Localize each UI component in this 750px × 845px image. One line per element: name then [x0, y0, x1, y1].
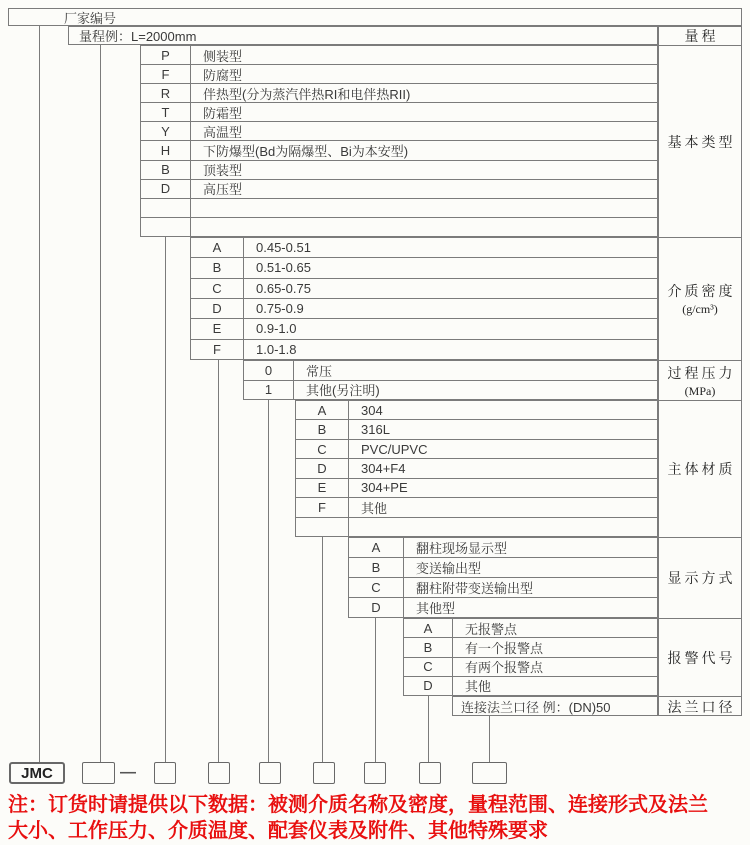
option-code: 1	[244, 381, 294, 400]
option-desc: 316L	[361, 422, 390, 438]
medium-density-row	[191, 340, 657, 359]
connector-line	[428, 695, 429, 763]
connector-line	[489, 715, 490, 763]
category-column	[658, 26, 742, 716]
body-material-row	[296, 401, 657, 420]
model-code-box-2	[154, 762, 176, 784]
alarm-code-row	[404, 638, 657, 657]
option-code: P	[141, 46, 191, 64]
category-label: 法兰口径	[667, 701, 736, 716]
basic-type-row	[141, 103, 657, 122]
alarm-code-row	[404, 658, 657, 677]
model-prefix-label: JMC	[21, 764, 53, 782]
block-alarm-code	[403, 618, 658, 696]
range-example-label: 量程例：L=2000mm	[79, 29, 197, 44]
category-label: 基本类型	[667, 135, 736, 151]
option-desc: PVC/UPVC	[361, 441, 428, 457]
option-desc	[191, 218, 657, 236]
option-code: Y	[141, 122, 191, 140]
option-code: D	[141, 180, 191, 198]
option-code: E	[191, 319, 244, 338]
body-material-row	[296, 518, 657, 536]
model-code-box-3	[208, 762, 230, 784]
basic-type-row	[141, 65, 657, 84]
range-row	[68, 26, 658, 45]
block-process-pressure	[243, 360, 658, 400]
option-code: B	[296, 420, 349, 438]
option-code: C	[191, 279, 244, 298]
option-code: A	[404, 619, 453, 637]
category-cell-7	[659, 697, 741, 716]
medium-density-row	[191, 238, 657, 258]
option-code: D	[296, 459, 349, 477]
option-desc: 0.65-0.75	[256, 280, 311, 296]
option-code: B	[404, 638, 453, 656]
option-desc: 无报警点	[465, 621, 518, 637]
option-code: B	[191, 258, 244, 277]
process-pressure-row	[244, 361, 657, 381]
option-code: F	[296, 498, 349, 516]
option-desc	[191, 199, 657, 217]
option-desc: 常压	[306, 363, 333, 379]
connector-line	[100, 44, 101, 763]
order-note-line1: 注：订货时请提供以下数据：被测介质名称及密度，量程范围、连接形式及法兰	[8, 794, 708, 816]
option-desc: 防霜型	[203, 105, 243, 121]
body-material-row	[296, 498, 657, 517]
option-desc: 其他型	[416, 601, 456, 616]
flange-size-label: 连接法兰口径 例：(DN)50	[461, 699, 611, 715]
option-code: B	[141, 161, 191, 179]
option-desc: 0.9-1.0	[256, 321, 297, 337]
medium-density-row	[191, 319, 657, 339]
display-mode-row	[349, 578, 657, 598]
option-code	[141, 218, 191, 236]
option-desc: 0.45-0.51	[256, 240, 311, 256]
option-code: A	[349, 538, 404, 557]
model-code-box-5	[313, 762, 335, 784]
option-code: C	[349, 578, 404, 597]
option-code: E	[296, 479, 349, 497]
option-desc: 下防爆型(Bd为隔爆型、Bi为本安型)	[203, 144, 409, 160]
category-label: 量程	[684, 30, 719, 45]
option-code: A	[191, 238, 244, 257]
category-unit: (MPa)	[684, 383, 716, 398]
category-label: 主体材质	[667, 463, 736, 478]
basic-type-row	[141, 122, 657, 141]
display-mode-row	[349, 558, 657, 578]
category-cell-2	[659, 238, 741, 361]
basic-type-row	[141, 141, 657, 160]
manufacturer-code-label: 厂家编号	[64, 10, 117, 26]
option-code: C	[296, 440, 349, 458]
option-code	[296, 518, 349, 536]
option-desc: 0.75-0.9	[256, 301, 304, 317]
option-desc: 304+PE	[361, 480, 408, 496]
medium-density-row	[191, 279, 657, 299]
category-label: 报警代号	[667, 651, 736, 667]
option-desc: 0.51-0.65	[256, 260, 311, 276]
option-desc: 有两个报警点	[465, 660, 544, 676]
connector-line	[375, 617, 376, 763]
option-desc: 高压型	[203, 182, 243, 198]
block-body-material	[295, 400, 658, 537]
display-mode-row	[349, 538, 657, 558]
category-cell-0	[659, 27, 741, 46]
alarm-code-row	[404, 677, 657, 695]
option-code: H	[141, 141, 191, 159]
option-desc: 有一个报警点	[465, 640, 544, 656]
option-desc: 顶装型	[203, 163, 243, 179]
option-code: T	[141, 103, 191, 121]
option-desc: 304+F4	[361, 460, 406, 476]
body-material-row	[296, 479, 657, 498]
block-display-mode	[348, 537, 658, 618]
option-desc: 翻柱附带变送输出型	[416, 581, 534, 596]
model-code-box-6	[364, 762, 386, 784]
connector-line	[268, 399, 269, 763]
display-mode-row	[349, 598, 657, 617]
basic-type-row	[141, 180, 657, 199]
separator-dash: —	[120, 764, 136, 781]
option-desc	[349, 518, 657, 536]
basic-type-row	[141, 46, 657, 65]
category-cell-4	[659, 401, 741, 538]
category-cell-5	[659, 538, 741, 619]
basic-type-row	[141, 199, 657, 218]
category-label: 介质密度	[667, 285, 736, 300]
category-cell-3	[659, 361, 741, 401]
order-note-line2: 大小、工作压力、介质温度、配套仪表及附件、其他特殊要求	[8, 820, 548, 842]
option-code: B	[349, 558, 404, 577]
process-pressure-row	[244, 381, 657, 400]
model-code-box-8	[472, 762, 507, 784]
option-desc: 高温型	[203, 124, 243, 140]
option-desc: 防腐型	[203, 67, 243, 83]
block-basic-type	[140, 45, 658, 237]
option-code: F	[191, 340, 244, 359]
option-desc: 其他	[465, 679, 492, 695]
manufacturer-code-row	[8, 8, 742, 26]
medium-density-row	[191, 258, 657, 278]
category-cell-6	[659, 619, 741, 697]
option-desc: 304	[361, 402, 383, 418]
medium-density-row	[191, 299, 657, 319]
connector-line	[322, 536, 323, 763]
option-code: D	[404, 677, 453, 695]
flange-size-row	[452, 696, 658, 716]
option-code: 0	[244, 361, 294, 380]
option-desc: 1.0-1.8	[256, 341, 297, 357]
model-code-box-4	[259, 762, 281, 784]
category-cell-1	[659, 46, 741, 238]
option-desc: 其他	[361, 500, 388, 516]
order-note	[8, 792, 708, 844]
option-desc: 翻柱现场显示型	[416, 541, 508, 556]
model-prefix-box	[9, 762, 65, 784]
option-code: C	[404, 658, 453, 676]
body-material-row	[296, 420, 657, 439]
body-material-row	[296, 459, 657, 478]
option-code: D	[191, 299, 244, 318]
option-code: R	[141, 84, 191, 102]
block-medium-density	[190, 237, 658, 360]
category-label: 过程压力	[667, 366, 736, 382]
option-code: A	[296, 401, 349, 419]
option-code: D	[349, 598, 404, 617]
option-desc: 伴热型(分为蒸汽伴热RI和电伴热RII)	[203, 86, 411, 102]
basic-type-row	[141, 84, 657, 103]
body-material-row	[296, 440, 657, 459]
model-code-box-1	[82, 762, 115, 784]
basic-type-row	[141, 218, 657, 236]
option-code: F	[141, 65, 191, 83]
flange-row-inner	[453, 697, 657, 715]
connector-line	[39, 25, 40, 763]
option-desc: 变送输出型	[416, 561, 482, 576]
category-label: 显示方式	[667, 572, 736, 587]
connector-line	[218, 359, 219, 763]
basic-type-row	[141, 161, 657, 180]
model-code-box-7	[419, 762, 441, 784]
connector-line	[165, 236, 166, 763]
alarm-code-row	[404, 619, 657, 638]
category-unit: (g/cm³)	[682, 302, 718, 316]
option-code	[141, 199, 191, 217]
option-desc: 其他(另注明)	[306, 383, 380, 399]
option-desc: 侧装型	[203, 48, 243, 64]
